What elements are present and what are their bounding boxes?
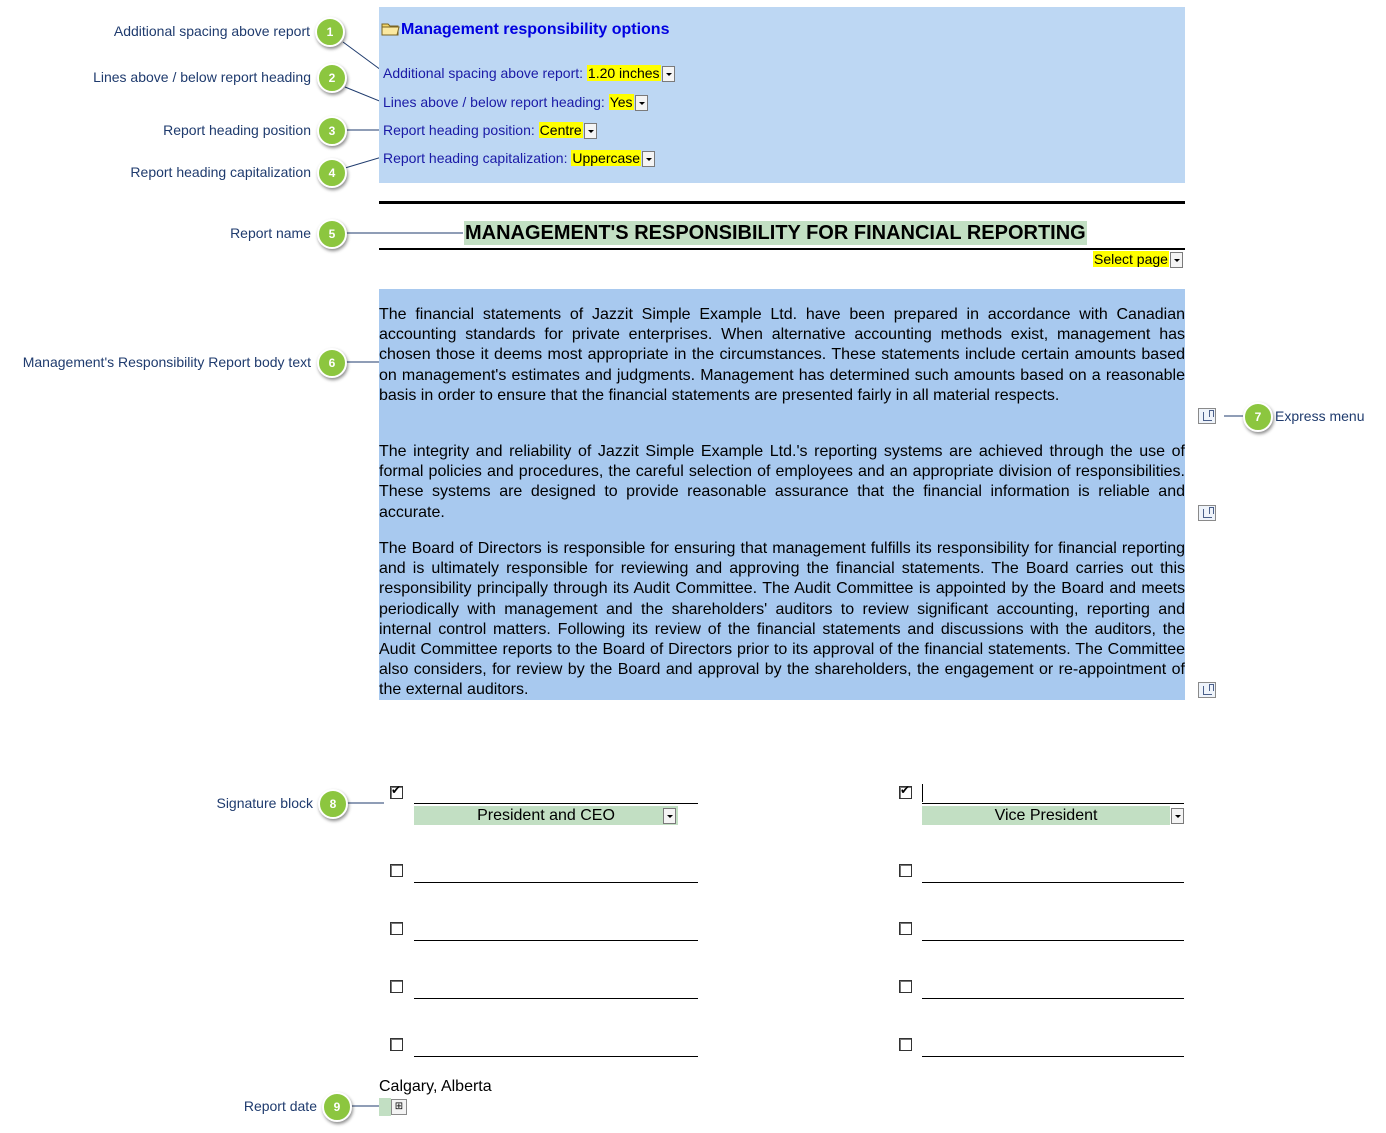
chevron-down-icon[interactable] [642, 151, 655, 167]
option-heading-position-value[interactable]: Centre [539, 122, 582, 138]
callout-label-8: Signature block [216, 795, 313, 811]
signature-checkbox[interactable] [899, 864, 912, 877]
folder-icon[interactable] [381, 21, 400, 36]
signature-line [414, 940, 698, 941]
signature-line [922, 803, 1184, 804]
option-spacing-above [383, 65, 675, 82]
callout-badge-1: 1 [315, 17, 345, 47]
option-heading-lines-label: Lines above / below report heading: [383, 94, 605, 110]
callout-badge-8: 8 [318, 789, 348, 819]
callout-label-3: Report heading position [163, 122, 311, 138]
signature-checkbox[interactable] [390, 864, 403, 877]
chevron-down-icon[interactable] [635, 95, 648, 111]
signature-checkbox[interactable] [899, 786, 912, 799]
chevron-down-icon[interactable] [584, 123, 597, 139]
signature-checkbox[interactable] [390, 922, 403, 935]
chevron-down-icon[interactable] [1170, 252, 1183, 268]
body-paragraph-2[interactable]: The integrity and reliability of Jazzit Simple Example Ltd.'s reporting systems are achieved through the use of formal policies and procedures, the careful selection of employees and an appropriate division of responsibilities. These systems are designed to provide reasonable assurance that the financial information is reliable and accurate. [379, 443, 1185, 521]
option-heading-capitalization [383, 150, 655, 167]
report-date-field[interactable] [379, 1098, 391, 1116]
signature-checkbox[interactable] [899, 980, 912, 993]
callout-label-2: Lines above / below report heading [93, 69, 311, 85]
callout-badge-7: 7 [1243, 402, 1273, 432]
chevron-down-icon[interactable] [663, 808, 676, 824]
select-page-dropdown[interactable] [1093, 251, 1183, 268]
callout-badge-3: 3 [317, 116, 347, 146]
signature-checkbox[interactable] [390, 786, 403, 799]
callout-label-7: Express menu [1275, 408, 1365, 424]
option-heading-position-label: Report heading position: [383, 122, 535, 138]
signature-line [922, 940, 1184, 941]
callout-label-5: Report name [230, 225, 311, 241]
callout-label-6: Management's Responsibility Report body text [22, 354, 311, 370]
signature-title-right[interactable] [922, 806, 1170, 825]
express-menu-icon[interactable] [1198, 682, 1216, 698]
callout-badge-2: 2 [317, 63, 347, 93]
options-title[interactable]: Management responsibility options [401, 21, 670, 38]
report-name[interactable]: MANAGEMENT'S RESPONSIBILITY FOR FINANCIAL REPORTING [465, 222, 1086, 244]
option-spacing-value[interactable]: 1.20 inches [587, 65, 660, 81]
signature-line [414, 1056, 698, 1057]
calendar-icon[interactable]: ⊞ [391, 1099, 407, 1115]
signature-checkbox[interactable] [899, 1038, 912, 1051]
callout-badge-6: 6 [317, 348, 347, 378]
option-heading-capitalization-label: Report heading capitalization: [383, 150, 568, 166]
signature-line [922, 1056, 1184, 1057]
heading-rule-top [379, 201, 1185, 204]
signature-title-left[interactable] [414, 806, 678, 825]
signature-line [414, 882, 698, 883]
select-page-value[interactable]: Select page [1094, 251, 1168, 267]
callout-label-4: Report heading capitalization [130, 164, 311, 180]
chevron-down-icon[interactable] [1171, 808, 1184, 824]
text-cursor [922, 784, 923, 802]
callout-badge-9: 9 [322, 1092, 352, 1122]
callout-badge-5: 5 [317, 219, 347, 249]
option-spacing-label: Additional spacing above report: [383, 65, 584, 81]
body-paragraph-1[interactable]: The financial statements of Jazzit Simple Example Ltd. have been prepared in accordance with Canadian accounting standards for private enterprises. When alternative accounting methods exist, management has chosen those it deems most appropriate in the circumstances. These statements include certain amounts based on management's estimates and judgments. Management has determined such amounts based on a reasonable basis in order to ensure that the financial statements are presented fairly in all material respects. [379, 306, 1185, 404]
report-location[interactable]: Calgary, Alberta [379, 1078, 492, 1095]
callout-label-1: Additional spacing above report [113, 23, 310, 39]
signature-line [922, 882, 1184, 883]
signature-line [922, 998, 1184, 999]
option-heading-lines [383, 94, 648, 111]
signature-checkbox[interactable] [390, 1038, 403, 1051]
heading-rule-bottom [379, 248, 1185, 250]
signature-title-right-text: Vice President [994, 807, 1098, 824]
option-heading-capitalization-value[interactable]: Uppercase [572, 150, 641, 166]
callout-label-9: Report date [243, 1098, 317, 1114]
signature-line [414, 803, 698, 804]
signature-title-left-text: President and CEO [477, 807, 615, 824]
chevron-down-icon[interactable] [662, 66, 675, 82]
signature-line [414, 998, 698, 999]
option-heading-lines-value[interactable]: Yes [609, 94, 633, 110]
option-heading-position [383, 122, 597, 139]
body-paragraph-3[interactable]: The Board of Directors is responsible for ensuring that management fulfills its responsibility for financial reporting and is ultimately responsible for reviewing and approving the financial statements. The Board carries out this responsibility principally through its Audit Committee. The Audit Committee is appointed by the Board and meets periodically with management and the shareholders' auditors to review significant accounting, reporting and internal control matters. Following its review of the financial statements and discussions with the auditors, the Audit Committee reports to the Board of Directors prior to its approval of the financial statements. The Committee also considers, for review by the Board and approval by the shareholders, the engagement or re-appointment of the external auditors. [379, 540, 1185, 699]
express-menu-icon[interactable] [1198, 505, 1216, 521]
signature-checkbox[interactable] [899, 922, 912, 935]
express-menu-icon[interactable] [1198, 408, 1216, 424]
callout-badge-4: 4 [317, 158, 347, 188]
signature-checkbox[interactable] [390, 980, 403, 993]
